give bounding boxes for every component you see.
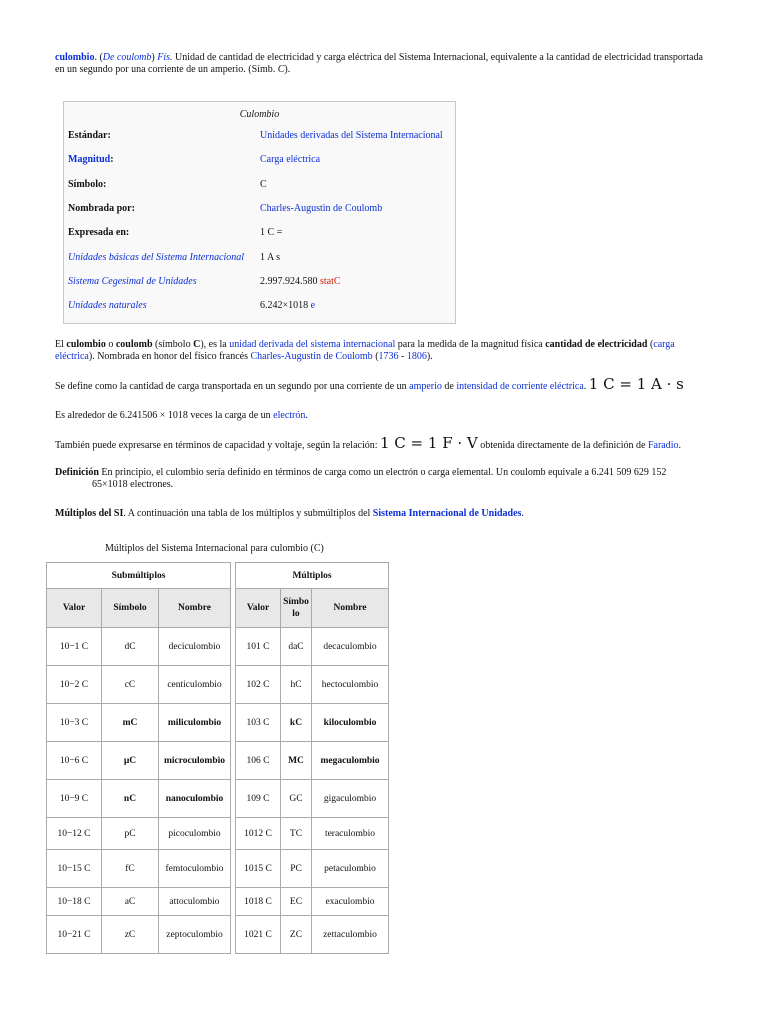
infobox-key: Expresada en: [68, 227, 130, 238]
electron-link[interactable]: electrón [273, 410, 306, 421]
definicion-label: Definición [55, 467, 99, 478]
cell-valor: 10−6 C [47, 742, 102, 780]
infobox-row [64, 252, 455, 266]
cell-simbolo: fC [102, 850, 159, 888]
paragraph-definition: El culombio o coulomb (símbolo C), es la unidad derivada del sistema internacional para la medida de la magnitud física cantidad de electricidad (carga eléctrica). Nombrada en honor del físico francés Charles-Augustin de Coulomb (1736 - 1806). [55, 339, 675, 362]
infobox-key: Estándar: [68, 130, 111, 141]
intro-definition [55, 52, 705, 76]
infobox-value-link[interactable]: Unidades derivadas del Sistema Internacional [260, 130, 443, 141]
formula-farad-volt: 1 C = 1 F · V [380, 434, 478, 452]
col-nombre: Nombre [312, 589, 389, 628]
table-row [47, 628, 231, 666]
intro-symbol: C [277, 64, 285, 75]
cell-valor: 10−9 C [47, 780, 102, 818]
cell-valor: 103 C [236, 704, 281, 742]
paragraph-capacity: También puede expresarse en términos de capacidad y voltaje, según la relación: 1 C = 1 F · V obtenida directamente de la definición de Faradio. [55, 434, 682, 452]
cell-valor: 10−21 C [47, 916, 102, 954]
year-1736-link[interactable]: 1736 [378, 351, 399, 362]
intro-end: ). [284, 64, 291, 75]
cell-simbolo: zC [102, 916, 159, 954]
col-simbolo: Símbolo [281, 589, 312, 628]
infobox-row [64, 130, 455, 144]
infobox-row [64, 300, 455, 314]
cell-simbolo: ZC [281, 916, 312, 954]
year-1806-link[interactable]: 1806 [406, 351, 427, 362]
cell-valor: 10−15 C [47, 850, 102, 888]
infobox-key-link[interactable]: Unidades naturales [68, 300, 147, 311]
etymology-link[interactable]: De coulomb [102, 52, 152, 63]
cell-nombre: exaculombio [312, 888, 389, 916]
table-row [47, 850, 231, 888]
cell-simbolo: GC [281, 780, 312, 818]
cell-nombre: megaculombio [312, 742, 389, 780]
infobox [63, 101, 456, 324]
infobox-key: Nombrada por: [68, 203, 135, 214]
col-valor: Valor [236, 589, 281, 628]
table-row [47, 780, 231, 818]
infobox-row [64, 203, 455, 217]
cell-valor: 1012 C [236, 818, 281, 850]
electron-charge-link[interactable]: e [310, 300, 316, 311]
cell-simbolo: mC [102, 704, 159, 742]
table-caption: Múltiplos del Sistema Internacional para culombio (C) [105, 543, 324, 554]
cell-nombre: microculombio [159, 742, 231, 780]
cell-simbolo: EC [281, 888, 312, 916]
cell-simbolo: kC [281, 704, 312, 742]
cell-simbolo: daC [281, 628, 312, 666]
infobox-row [64, 227, 455, 241]
abbreviation-link[interactable]: Fís. [157, 52, 173, 63]
cell-valor: 10−2 C [47, 666, 102, 704]
si-link[interactable]: Sistema Internacional de Unidades [372, 508, 522, 519]
cell-valor: 10−3 C [47, 704, 102, 742]
cell-nombre: attoculombio [159, 888, 231, 916]
cell-nombre: hectoculombio [312, 666, 389, 704]
cell-valor: 102 C [236, 666, 281, 704]
cell-simbolo: cC [102, 666, 159, 704]
table-row [236, 666, 389, 704]
cell-nombre: femtoculombio [159, 850, 231, 888]
etym-open: . ( [94, 52, 103, 63]
cell-nombre: zeptoculombio [159, 916, 231, 954]
infobox-value: 2.997.924.580 statC [260, 276, 341, 287]
table-row [236, 704, 389, 742]
cell-valor: 1018 C [236, 888, 281, 916]
submultiples-table [46, 562, 231, 954]
coulomb-person-link[interactable]: Charles-Augustin de Coulomb [250, 351, 373, 362]
cell-nombre: zettaculombio [312, 916, 389, 954]
cell-nombre: teraculombio [312, 818, 389, 850]
infobox-row [64, 276, 455, 290]
col-valor: Valor [47, 589, 102, 628]
cell-valor: 1015 C [236, 850, 281, 888]
table-row [47, 704, 231, 742]
cell-valor: 101 C [236, 628, 281, 666]
table-row [236, 850, 389, 888]
cell-valor: 109 C [236, 780, 281, 818]
infobox-value-link[interactable]: Carga eléctrica [260, 154, 321, 165]
multiples-title: Múltiplos [236, 563, 389, 589]
cell-simbolo: TC [281, 818, 312, 850]
cell-nombre: deciculombio [159, 628, 231, 666]
cell-nombre: nanoculombio [159, 780, 231, 818]
infobox-row [64, 179, 455, 193]
cell-simbolo: aC [102, 888, 159, 916]
cell-nombre: decaculombio [312, 628, 389, 666]
infobox-key-link[interactable]: Sistema Cegesimal de Unidades [68, 276, 197, 287]
cell-simbolo: dC [102, 628, 159, 666]
cell-valor: 10−12 C [47, 818, 102, 850]
cell-nombre: gigaculombio [312, 780, 389, 818]
paragraph-electron: Es alrededor de 6.241506 × 1018 veces la carga de un electrón. [55, 410, 308, 421]
infobox-key: Símbolo: [68, 179, 107, 190]
cell-simbolo: µC [102, 742, 159, 780]
cell-simbolo: MC [281, 742, 312, 780]
table-row [236, 742, 389, 780]
col-nombre: Nombre [159, 589, 231, 628]
table-row [236, 916, 389, 954]
headword-link[interactable]: culombio [55, 52, 95, 63]
cell-valor: 1021 C [236, 916, 281, 954]
table-row [236, 818, 389, 850]
intro-text: Unidad de cantidad de electricidad y carga eléctrica del Sistema Internacional, equivalente a la cantidad de electricidad transportada en un segundo por una corriente de un amperio. (Símb. [55, 52, 703, 75]
table-row [47, 916, 231, 954]
cell-valor: 10−1 C [47, 628, 102, 666]
infobox-value: 1 A s [260, 252, 281, 263]
paragraph-multiplos: Múltiplos del SI. A continuación una tabla de los múltiplos y submúltiplos del Sistema Internacional de Unidades. [55, 508, 524, 519]
table-row [236, 888, 389, 916]
etym-close: ) [151, 52, 155, 63]
magnitud-link[interactable]: Magnitud [68, 154, 111, 165]
infobox-value: 6.242×1018 e [260, 300, 316, 311]
formula-coulomb-ampere: 1 C = 1 A · s [588, 375, 684, 393]
faradio-link[interactable]: Faradio [647, 440, 679, 451]
paragraph-ampere: Se define como la cantidad de carga transportada en un segundo por una corriente de un amperio de intensidad de corriente eléctrica. 1 C = 1 A · s [55, 375, 684, 393]
table-row [47, 666, 231, 704]
infobox-value-link[interactable]: Charles-Augustin de Coulomb [260, 203, 383, 214]
charge-link[interactable]: carga eléctrica [55, 339, 675, 362]
cell-simbolo: hC [281, 666, 312, 704]
statc-link[interactable]: statC [320, 276, 341, 287]
infobox-title: Culombio [239, 109, 280, 120]
cell-nombre: picoculombio [159, 818, 231, 850]
table-row [47, 888, 231, 916]
table-row [47, 742, 231, 780]
col-simbolo: Símbolo [102, 589, 159, 628]
multiples-table [235, 562, 389, 954]
infobox-value: 1 C = [260, 227, 283, 238]
cell-simbolo: PC [281, 850, 312, 888]
definicion-line2: 65×1018 electrones. [92, 479, 174, 490]
cell-simbolo: pC [102, 818, 159, 850]
cell-nombre: centiculombio [159, 666, 231, 704]
current-link[interactable]: intensidad de corriente eléctrica [456, 381, 584, 392]
paragraph-definicion: Definición En principio, el culombio sería definido en términos de carga como un electrón o carga elemental. Un coulomb equivale a 6.241 509 629 152 65×1018 electrones. [55, 467, 705, 491]
multiplos-label: Múltiplos del SI [55, 508, 124, 519]
cell-nombre: miliculombio [159, 704, 231, 742]
cell-valor: 10−18 C [47, 888, 102, 916]
infobox-key: Magnitud: [68, 154, 114, 165]
submultiples-title: Submúltiplos [47, 563, 231, 589]
infobox-row [64, 154, 455, 168]
cell-valor: 106 C [236, 742, 281, 780]
table-row [236, 780, 389, 818]
table-row [47, 818, 231, 850]
infobox-key-link[interactable]: Unidades básicas del Sistema Internacional [68, 252, 245, 263]
cell-nombre: kiloculombio [312, 704, 389, 742]
derived-unit-link[interactable]: unidad derivada del sistema internacional [229, 339, 396, 350]
infobox-value: C [260, 179, 267, 190]
ampere-link[interactable]: amperio [409, 381, 442, 392]
cell-nombre: petaculombio [312, 850, 389, 888]
table-row [236, 628, 389, 666]
cell-simbolo: nC [102, 780, 159, 818]
